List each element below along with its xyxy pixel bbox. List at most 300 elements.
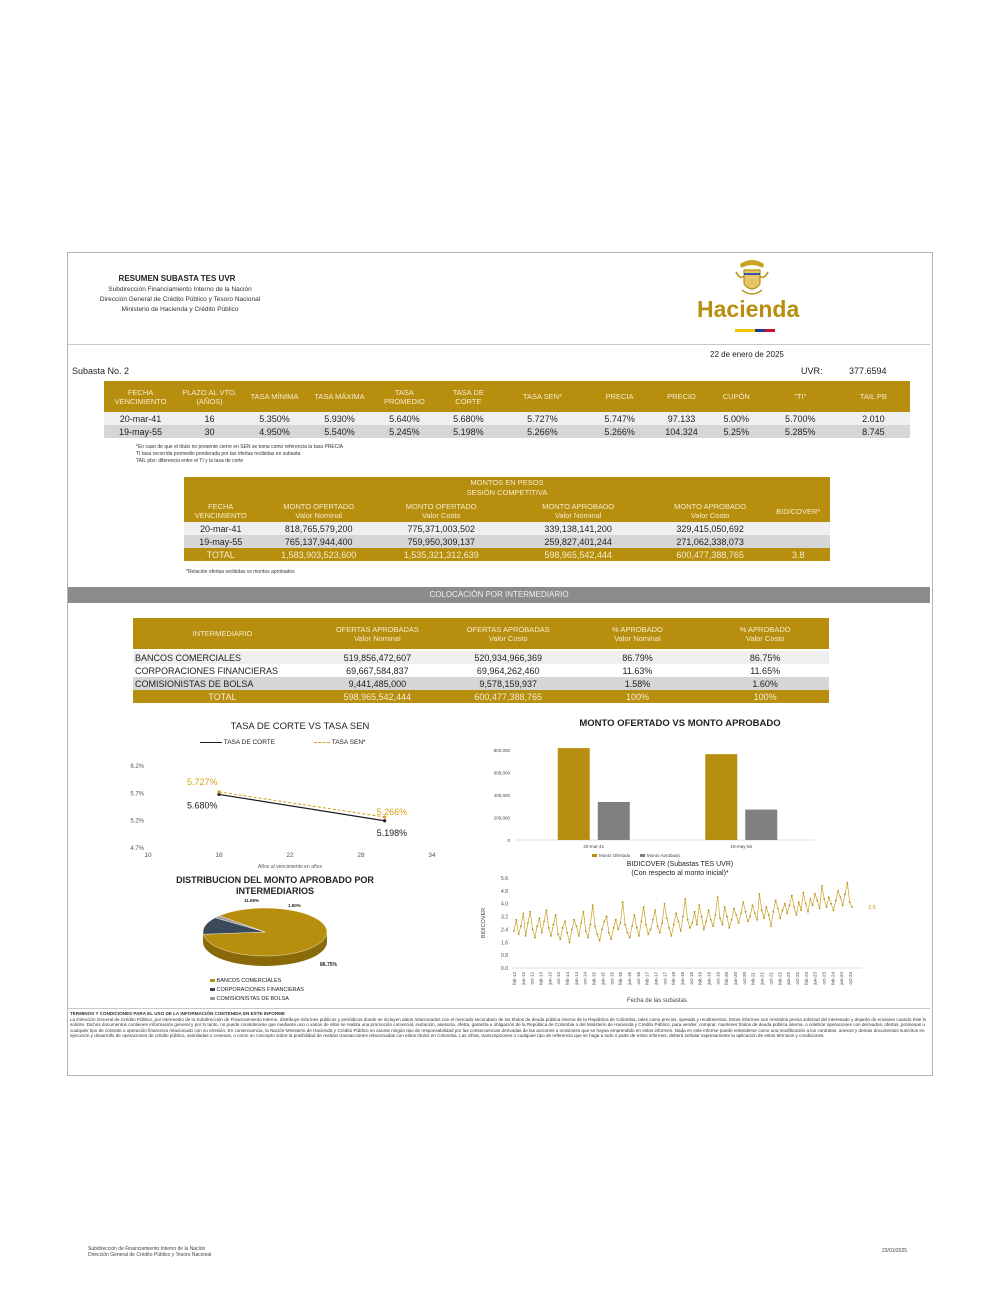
table-total-row	[133, 690, 829, 703]
cell: 5.245%	[372, 425, 437, 438]
data-point	[548, 927, 550, 929]
data-point	[749, 916, 751, 918]
legend-swatch-icon	[640, 854, 645, 857]
x-tick-label: 20-mar-41	[583, 844, 605, 849]
data-point	[620, 922, 622, 924]
x-tick-label: 16	[215, 852, 223, 859]
report-title: RESUMEN SUBASTA TES UVR	[118, 274, 236, 283]
legend-swatch-icon	[210, 979, 215, 982]
cell	[766, 522, 830, 535]
data-point	[717, 896, 719, 898]
legend-swatch-icon	[592, 854, 597, 857]
cell: BANCOS COMERCIALES	[133, 651, 312, 664]
x-axis-label: Fecha de las subastas	[626, 998, 688, 1004]
footer-line: Subdirección de Financiamiento Interno de la Nación	[88, 1246, 206, 1252]
x-tick-label: oct-20	[741, 972, 747, 985]
pie-legend-2	[210, 987, 304, 993]
terms-divider	[68, 1008, 930, 1009]
y-tick-label: 2.4	[501, 927, 508, 934]
pie-value-label: 11.65%	[244, 898, 260, 903]
data-point	[629, 937, 631, 939]
data-point	[735, 914, 737, 916]
x-tick-label: oct-14	[582, 972, 588, 985]
cell: 3.8	[766, 548, 830, 561]
x-tick-label: jun-22	[786, 972, 792, 985]
data-point	[647, 933, 649, 935]
data-point	[645, 924, 647, 926]
data-point	[752, 904, 754, 906]
data-point	[599, 940, 601, 942]
x-tick-label: jun-16	[626, 972, 632, 985]
data-point	[608, 932, 610, 934]
x-tick-label: jun-12	[520, 972, 526, 985]
data-point	[603, 920, 605, 922]
data-point	[587, 937, 589, 939]
data-point	[830, 903, 832, 905]
col-ofertas-nominal	[312, 618, 443, 649]
data-point	[585, 930, 587, 932]
data-point	[541, 932, 543, 934]
data-point	[837, 890, 839, 892]
y-tick-label: 800,000	[493, 748, 510, 754]
cell: 765,137,944,400	[257, 535, 380, 548]
data-point	[768, 914, 770, 916]
chart-monto-ofertado-aprobado	[470, 735, 830, 857]
chart1-legend-corte	[200, 739, 275, 746]
cell: 16	[177, 412, 242, 425]
chart-distribucion-intermediarios	[150, 896, 380, 976]
cell: TOTAL	[133, 690, 312, 703]
cell: 9,578,159,937	[443, 677, 574, 690]
data-point	[664, 903, 666, 905]
data-point	[800, 909, 802, 911]
data-point	[601, 929, 603, 931]
legend-line-icon	[200, 742, 222, 743]
data-point	[636, 927, 638, 929]
legend-label: Monto Ofertado	[599, 853, 631, 857]
legend-label: TASA SEN*	[331, 739, 366, 746]
legend-swatch-icon	[210, 997, 215, 1000]
data-point	[675, 912, 677, 914]
data-point	[758, 893, 760, 895]
h: VENCIMIENTO	[194, 511, 247, 520]
x-tick-label: jun-21	[759, 972, 765, 985]
y-tick-label: 6.2%	[130, 764, 144, 770]
h: Valor Nominal	[554, 511, 602, 520]
data-label: 5.680%	[187, 800, 218, 811]
data-point	[633, 914, 635, 916]
data-point	[525, 935, 527, 937]
pie-legend-3	[210, 996, 289, 1002]
data-point	[559, 938, 561, 940]
x-tick-label: feb-20	[724, 972, 730, 985]
data-point	[754, 912, 756, 914]
flag-stripe-yellow	[735, 329, 755, 332]
data-label: 5.727%	[187, 776, 218, 787]
montos-title-band	[184, 477, 830, 500]
x-tick-label: oct-18	[688, 972, 694, 985]
table1-note-2: TI tasa recorrida promedio ponderada por las ofertas recibidas en subasta	[136, 451, 301, 457]
col-fecha	[184, 500, 257, 522]
y-tick-label: 400,000	[493, 793, 510, 799]
x-tick-label: 10	[144, 852, 152, 859]
data-point	[721, 924, 723, 926]
table-row	[184, 535, 830, 548]
data-point	[705, 920, 707, 922]
x-tick-label: 19-may-55	[730, 844, 753, 849]
cell: 1.60%	[701, 677, 829, 690]
h: MONTO APROBADO	[542, 502, 615, 511]
data-point	[661, 922, 663, 924]
data-point	[742, 901, 744, 903]
data-point	[654, 909, 656, 911]
cell: 5.640%	[372, 412, 437, 425]
data-point	[657, 925, 659, 927]
header-line-1: Subdirección Financiamiento Interno de la Nación	[108, 286, 252, 293]
data-point	[571, 929, 573, 931]
cell: 818,765,579,200	[257, 522, 380, 535]
cell: 8.745	[837, 425, 910, 438]
series-line-sen	[219, 792, 385, 817]
data-point	[546, 909, 548, 911]
data-point	[624, 924, 626, 926]
data-point	[798, 901, 800, 903]
terms-body: La Dirección General de Crédito Público, por intermedio de la Subdirección de Financiamiento Interno, distribuye informes públicos y periódicos donde se incluyen datos relacionados con el mercado secundario de los títulos de deuda pública interna de la República de Colombia, tales como precios, spreads y rendimientos. Estos informes son remitidos previa solicitud del interesado y dejarán de enviarse cuando éste lo solicite. Dichos documentos contienen información general y por lo tanto, no puede considerarse que mediante uno o varios de ellos se realiza una promoción comercial, invitación, asesoría, oferta, garantía u obligación de la República de Colombia o del Ministerio de Hacienda y Crédito Público, para vender, comprar, mantener títulos de deuda pública interna, o celebrar operaciones con derivados, ofertas, promesas u cualquier tipo de contrato u operación financiera relacionado con su emisión. En consecuencia, la Nación-Ministerio de Hacienda y Crédito Público no asume ningún tipo de responsabilidad por las consecuencias derivadas de las acciones u omisiones que se hayan emprendido en estos informes. Nada en este informe puede entenderse como una modificación a los contratos, anexos y demás documentos suscritos en ejecución y desarrollo de operaciones de crédito público, asimiladas o conexas, o como un concepto sobre la posibilidad de realizar transacciones relacionadas con estos títulos en Colombia. Las cifras, transcripciones o cualquier tipo de referencia que se haga a todo o parte de estos informes, deberá señalar expresamente la aplicación de estos términos y condiciones.	[70, 1016, 927, 1039]
cell: 9,441,485,000	[312, 677, 443, 690]
col-aprobado-nominal	[503, 500, 654, 522]
data-point	[756, 919, 758, 921]
cell: 5.285%	[764, 425, 837, 438]
x-tick-label: jun-20	[733, 972, 739, 985]
data-point	[580, 922, 582, 924]
pie-legend-1	[210, 978, 281, 984]
data-point	[527, 922, 529, 924]
x-tick-label: 34	[428, 852, 436, 859]
bar	[598, 802, 630, 840]
cell: 86.79%	[574, 651, 702, 664]
h: Valor Nominal	[295, 511, 342, 520]
header-line-2: Dirección General de Crédito Público y Tesoro Nacional	[99, 296, 261, 303]
cell: 5.00%	[709, 412, 764, 425]
cell: 600,477,388,765	[443, 690, 574, 703]
data-point	[821, 885, 823, 887]
data-point	[694, 911, 696, 913]
data-point	[652, 919, 654, 921]
cell: 259,827,401,244	[503, 535, 654, 548]
y-tick-label: 5.6	[501, 876, 508, 882]
cell: 5.540%	[307, 425, 372, 438]
data-point	[816, 900, 818, 902]
x-tick-label: feb-13	[538, 972, 544, 985]
y-tick-label: 200,000	[493, 815, 510, 821]
data-point	[805, 903, 807, 905]
data-point	[726, 916, 728, 918]
cell: 1,583,903,523,600	[257, 548, 380, 561]
x-tick-label: oct-22	[794, 972, 800, 985]
table-header-row	[184, 500, 830, 522]
cell: 20-mar-41	[104, 412, 177, 425]
x-tick-label: oct-16	[635, 972, 641, 985]
data-point	[520, 925, 522, 927]
terms-title: TERMINOS Y CONDICIONES PARA EL USO DE LA INFORMACIÓN CONTENIDA EN ESTE INFORME	[70, 1011, 286, 1016]
x-tick-label: jun-23	[812, 972, 818, 985]
legend-label: CORPORACIONES FINANCIERAS	[216, 987, 304, 993]
montos-title: MONTOS EN PESOS	[470, 478, 544, 487]
footer-line: Dirección General de Crédito Público y Tesoro Nacional	[88, 1252, 212, 1258]
x-tick-label: feb-15	[591, 972, 597, 985]
cell: 775,371,003,502	[380, 522, 503, 535]
x-tick-label: feb-23	[803, 972, 809, 985]
h: INTERMEDIARIO	[192, 629, 253, 638]
table2-note: *Relación ofertas recibidas vs montos aprobados	[186, 569, 295, 575]
cell: 19-may-55	[104, 425, 177, 438]
data-point	[789, 904, 791, 906]
series-line-corte	[219, 794, 385, 820]
x-tick-label: feb-22	[777, 972, 783, 985]
x-tick-label: jun-15	[600, 972, 606, 985]
chart4-subtitle: (Con respecto al monto inicial)*	[631, 870, 729, 877]
cell: 20-mar-41	[184, 522, 257, 535]
chart2-title: MONTO OFERTADO VS MONTO APROBADO	[579, 718, 781, 729]
data-point	[807, 911, 809, 913]
data-point	[761, 909, 763, 911]
y-tick-label: 1.6	[501, 940, 508, 947]
h: Valor Costo	[745, 633, 785, 643]
data-point	[557, 933, 559, 935]
chart-bidicover	[478, 876, 880, 1006]
col-cupon: CUPÓN	[722, 392, 750, 401]
data-point	[518, 933, 520, 935]
y-tick-label: 4.0	[501, 901, 508, 908]
col-ti: "TI"	[794, 392, 807, 401]
data-point	[640, 920, 642, 922]
cell: 100%	[574, 690, 702, 703]
data-point	[383, 819, 386, 822]
data-point	[671, 935, 673, 937]
col-ofertado-costo	[380, 500, 503, 522]
col-ofertas-costo	[443, 618, 574, 649]
data-point	[779, 917, 781, 919]
data-point	[775, 900, 777, 902]
table-row	[104, 412, 910, 425]
table-row	[133, 664, 829, 677]
col-intermediario	[133, 618, 312, 649]
data-point	[712, 925, 714, 927]
data-point	[687, 919, 689, 921]
data-point	[828, 896, 830, 898]
data-point	[536, 925, 538, 927]
x-tick-label: feb-21	[750, 972, 756, 985]
data-point	[532, 929, 534, 931]
data-point	[627, 932, 629, 934]
data-point	[550, 935, 552, 937]
x-tick-label: oct-23	[821, 972, 827, 985]
data-point	[677, 920, 679, 922]
cell: 5.350%	[242, 412, 307, 425]
data-point	[840, 896, 842, 898]
data-point	[673, 924, 675, 926]
cell: TOTAL	[184, 548, 257, 561]
cell: 5.930%	[307, 412, 372, 425]
bar	[745, 810, 777, 840]
data-label: 5.266%	[376, 807, 408, 818]
cell	[766, 535, 830, 548]
section-title-colocacion: COLOCACIÓN POR INTERMEDIARIO	[68, 587, 930, 603]
cell: 5.700%	[764, 412, 837, 425]
cell: 1,535,321,312,639	[380, 548, 503, 561]
data-point	[731, 919, 733, 921]
data-point	[708, 909, 710, 911]
data-point	[747, 920, 749, 922]
col-tasa-sen: TASA SEN*	[522, 392, 562, 401]
table-row	[133, 677, 829, 690]
data-point	[529, 911, 531, 913]
cell: 4.950%	[242, 425, 307, 438]
montos-subtitle: SESIÓN COMPETITIVA	[466, 488, 548, 497]
legend-label: TASA DE CORTE	[223, 739, 276, 746]
data-point	[631, 925, 633, 927]
data-point	[596, 933, 598, 935]
data-point	[784, 903, 786, 905]
cell: 519,856,472,607	[312, 651, 443, 664]
h: OFERTAS APROBADAS	[466, 624, 550, 634]
data-point	[812, 904, 814, 906]
x-tick-label: jun-19	[706, 972, 712, 985]
series-line	[514, 883, 852, 943]
legend-label: BANCOS COMERCIALES	[216, 978, 282, 984]
data-point	[733, 908, 735, 910]
cell: 1.58%	[574, 677, 702, 690]
chart4-title: BIDICOVER (Subastas TES UVR)	[626, 861, 734, 868]
col-bidcover	[766, 500, 830, 522]
h: Valor Costo	[421, 511, 461, 520]
y-tick-label: 5.2%	[130, 818, 144, 825]
col-tasa-corte: TASA DE CORTE	[452, 387, 484, 406]
chart1-legend-sen	[314, 739, 366, 746]
h: MONTO OFERTADO	[405, 502, 477, 511]
y-tick-label: 0	[507, 838, 510, 843]
footer-left	[88, 1246, 211, 1258]
data-point	[696, 924, 698, 926]
legend-label: Monto Aprobado	[647, 853, 681, 857]
h: FECHA	[207, 502, 234, 511]
x-tick-label: oct-15	[609, 972, 615, 985]
h: % APROBADO	[612, 624, 663, 634]
data-point	[842, 904, 844, 906]
data-point	[613, 927, 615, 929]
data-point	[552, 924, 554, 926]
data-point	[576, 925, 578, 927]
col-tail: TAIL PB	[859, 392, 887, 401]
x-tick-label: feb-16	[618, 972, 624, 985]
data-point	[564, 920, 566, 922]
data-point	[814, 893, 816, 895]
data-point	[617, 929, 619, 931]
cell: 86.75%	[701, 651, 829, 664]
cell: 5.727%	[500, 412, 585, 425]
data-point	[763, 917, 765, 919]
x-tick-label: oct-19	[715, 972, 721, 985]
data-point	[782, 909, 784, 911]
bar	[558, 748, 590, 840]
data-point	[217, 790, 220, 793]
pie-value-label: 86.75%	[320, 962, 337, 968]
data-point	[691, 922, 693, 924]
cell: 271,062,338,073	[654, 535, 767, 548]
y-tick-label: 4.7%	[130, 846, 144, 852]
col-fecha: FECHA VENCIMIENTO	[114, 387, 167, 406]
data-point	[606, 916, 608, 918]
col-plazo: PLAZO AL VTO. (AÑOS)	[182, 387, 237, 406]
table1-note-3: TAIL pbs: diferencia entre el TI y la tasa de corte	[136, 458, 244, 464]
x-tick-label: jun-24	[839, 972, 845, 985]
y-tick-label: 0.8	[501, 953, 508, 960]
data-point	[791, 895, 793, 897]
legend-line-icon	[314, 742, 330, 743]
x-tick-label: oct-12	[529, 972, 535, 985]
data-point	[777, 908, 779, 910]
data-point	[710, 919, 712, 921]
table-row	[184, 522, 830, 535]
data-point	[796, 914, 798, 916]
cell: 97.133	[654, 412, 709, 425]
data-point	[513, 930, 515, 932]
cell: 5.747%	[585, 412, 654, 425]
data-point	[594, 925, 596, 927]
chart-tasa-corte-vs-sen	[110, 752, 455, 874]
h: MONTO OFERTADO	[283, 502, 355, 511]
h: % APROBADO	[739, 624, 791, 634]
cell: 69,667,584,837	[312, 664, 443, 677]
data-point	[684, 898, 686, 900]
y-axis-label: BIDICOVER	[481, 907, 487, 939]
header-line-3: Ministerio de Hacienda y Crédito Público	[121, 306, 239, 313]
terms-block	[70, 1011, 928, 1039]
data-point	[823, 898, 825, 900]
data-point	[849, 901, 851, 903]
x-tick-label: jun-14	[573, 972, 579, 985]
col-aprobado-costo	[654, 500, 767, 522]
data-point	[765, 906, 767, 908]
montos-table	[184, 500, 830, 561]
table1-note-1: *En caso de que el título no presente cierre en SEN se toma como referencia la tasa PRECIA	[136, 444, 344, 450]
cell: 2.010	[837, 412, 910, 425]
data-point	[668, 927, 670, 929]
data-point	[622, 901, 624, 903]
y-tick-label: 3.2	[501, 914, 508, 921]
data-point	[615, 919, 617, 921]
data-point	[738, 922, 740, 924]
x-tick-label: feb-12	[512, 972, 517, 985]
cell: 5.680%	[437, 412, 500, 425]
coat-of-arms-icon	[730, 258, 774, 300]
y-tick-label: 5.7%	[130, 791, 144, 798]
data-point	[835, 900, 837, 902]
data-point	[703, 929, 705, 931]
table-row	[104, 425, 910, 438]
data-point	[833, 909, 835, 911]
data-point	[638, 935, 640, 937]
data-point	[682, 916, 684, 918]
intermediarios-table	[133, 618, 829, 703]
hacienda-logo-text: Hacienda	[697, 296, 800, 322]
data-point	[851, 906, 853, 908]
data-point	[659, 932, 661, 934]
uvr-label: UVR:	[801, 366, 823, 376]
cell: 30	[177, 425, 242, 438]
cell: 5.25%	[709, 425, 764, 438]
data-point	[569, 941, 571, 943]
